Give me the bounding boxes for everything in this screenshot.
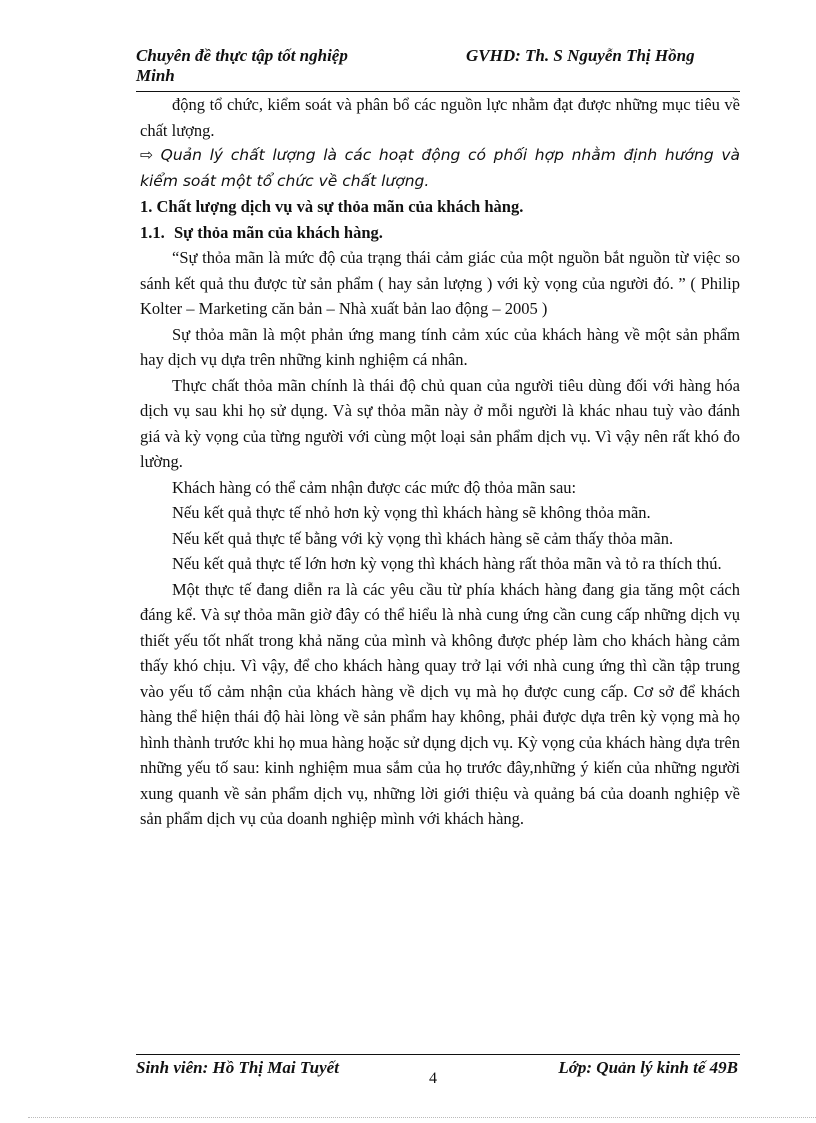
subsection-title: Sự thỏa mãn của khách hàng. — [174, 222, 383, 242]
section-heading: 1. Chất lượng dịch vụ và sự thỏa mãn của khách hàng. — [140, 197, 524, 216]
page-header — [136, 46, 740, 90]
document-body — [140, 92, 740, 832]
page-footer — [136, 1058, 740, 1088]
quote-paragraph: “Sự thỏa mãn là mức độ của trạng thái cảm giác của một nguồn bắt nguồn từ việc so sánh kết quả thu được từ sản phẩm ( hay sản lượng ) với kỳ vọng của người đó. ” ( Philip Kolter – Marketing căn bản – Nhà xuất bản lao động – 2005 ) — [140, 248, 740, 318]
footer-class: Lớp: Quản lý kinh tế 49B — [558, 1058, 738, 1077]
paragraph: Khách hàng có thể cảm nhận được các mức độ thỏa mãn sau: — [172, 477, 577, 497]
paragraph: Thực chất thỏa mãn chính là thái độ chủ quan của người tiêu dùng đối với hàng hóa dịch vụ sau khi họ sử dụng. Và sự thỏa mãn này ở mỗi người là khác nhau tuỳ vào đánh giá và kỳ vọng của từng người với cùng một loại sản phẩm dịch vụ. Vì vậy nên rất khó đo lường. — [140, 375, 740, 471]
footer-student: Sinh viên: Hồ Thị Mai Tuyết — [136, 1058, 339, 1077]
paragraph: Nếu kết quả thực tế bằng với kỳ vọng thì khách hàng sẽ cảm thấy thỏa mãn. — [172, 528, 674, 548]
paragraph: Một thực tế đang diễn ra là các yêu cầu từ phía khách hàng đang gia tăng một cách đáng kể. Và sự thỏa mãn giờ đây có thể hiểu là nhà cung ứng cần cung cấp những dịch vụ thiết yếu tốt nhất trong khả năng của mình và không được phép làm cho khách hàng cảm thấy khó chịu. Vì vậy, để cho khách hàng quay trở lại với nhà cung ứng thì cần tập trung vào yếu tố cảm nhận của khách hàng về dịch vụ mà họ được cung cấp. Cơ sở để khách hàng thể hiện thái độ hài lòng về sản phẩm hay không, phải được dựa trên kỳ vọng mà họ hình thành trước khi họ mua hàng hoặc sử dụng dịch vụ. Kỳ vọng của khách hàng dựa trên những yếu tố sau: kinh nghiệm mua sắm của họ trước đây,những ý kiến của những người xung quanh về sản phẩm dịch vụ, những lời giới thiệu và quảng bá của doanh nghiệp về sản phẩm dịch vụ của doanh nghiệp mình với khách hàng. — [140, 579, 740, 828]
footer-divider — [136, 1054, 740, 1055]
paragraph: Nếu kết quả thực tế lớn hơn kỳ vọng thì khách hàng rất thỏa mãn và tỏ ra thích thú. — [172, 554, 722, 573]
definition-note: ⇨ Quản lý chất lượng là các hoạt động có phối hợp nhằm định hướng và kiểm soát một tổ chức về chất lượng. — [140, 146, 740, 190]
header-course-title: Chuyên đề thực tập tốt nghiệp — [136, 46, 348, 65]
page-number: 4 — [429, 1070, 437, 1087]
header-course-title-cont: Minh — [136, 66, 175, 85]
page-edge-line — [28, 1117, 816, 1118]
subsection-heading — [140, 220, 740, 246]
subsection-number: 1.1. — [140, 222, 165, 242]
paragraph: Sự thỏa mãn là một phản ứng mang tính cảm xúc của khách hàng về một sản phẩm hay dịch vụ dựa trên những kinh nghiệm cá nhân. — [140, 324, 740, 369]
paragraph: Nếu kết quả thực tế nhỏ hơn kỳ vọng thì khách hàng sẽ không thỏa mãn. — [172, 503, 651, 522]
header-instructor: GVHD: Th. S Nguyễn Thị Hồng — [466, 46, 695, 65]
header-left — [136, 46, 386, 86]
paragraph-continuation: động tổ chức, kiểm soát và phân bổ các nguồn lực nhằm đạt được những mục tiêu về chất lượng. — [140, 95, 740, 140]
